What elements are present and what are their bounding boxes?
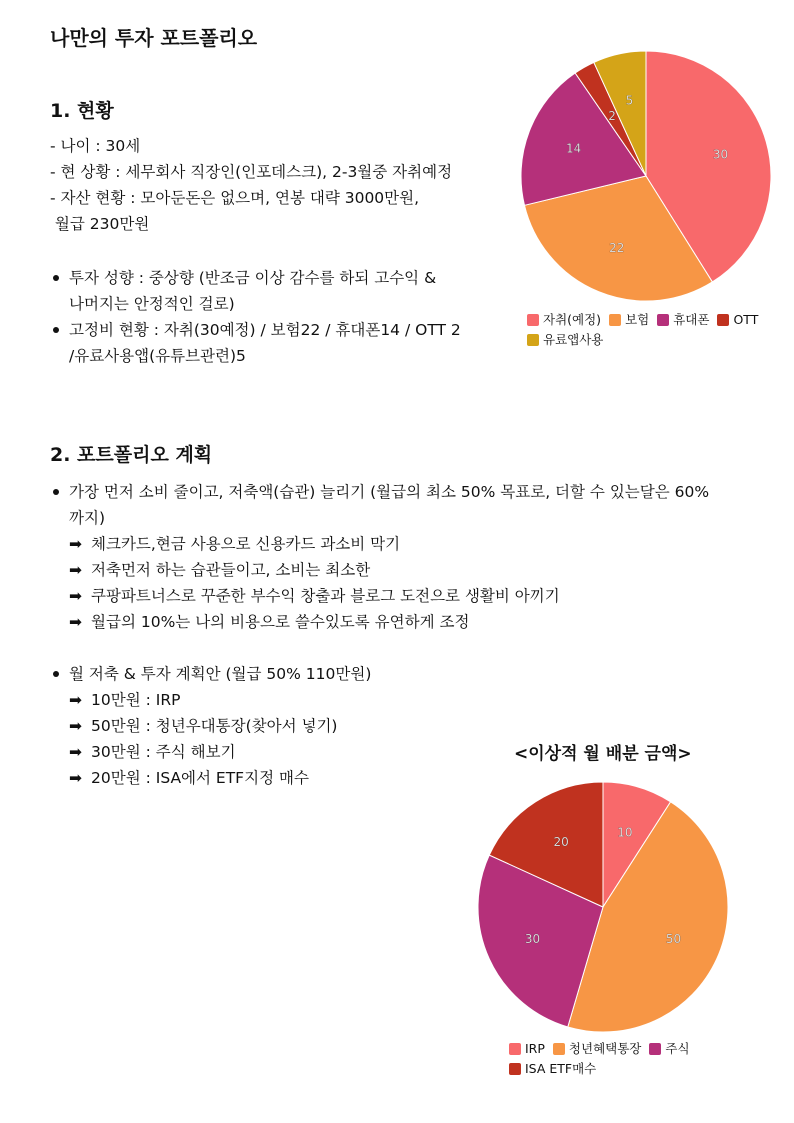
arrow-icon: ➡ bbox=[69, 769, 82, 787]
invest-style-line1: 투자 성향 : 중상향 (반조금 이상 감수를 하되 고수익 & bbox=[69, 269, 437, 287]
fixed-cost-legend bbox=[527, 310, 787, 350]
savings-goal-line1: 가장 먼저 소비 줄이고, 저축액(습관) 늘리기 (월급의 최소 50% 목표로, 더할 수 있는달은 60% bbox=[69, 483, 710, 501]
savings-goal-line2: 까지) bbox=[69, 509, 105, 527]
status-job: - 현 상황 : 세무회사 직장인(인포데스크), 2-3월중 자취예정 bbox=[50, 163, 453, 181]
bullet-dot bbox=[53, 489, 59, 495]
allocation-chart-title: <이상적 월 배분 금액> bbox=[514, 744, 692, 764]
bullet-dot bbox=[53, 327, 59, 333]
legend-label: 주식 bbox=[665, 1041, 690, 1056]
allocation-pie-chart bbox=[470, 776, 740, 1038]
pie-data-label: 20 bbox=[553, 834, 569, 849]
pie-data-label: 30 bbox=[524, 932, 541, 947]
legend-item bbox=[649, 1039, 689, 1059]
fixed-cost-line2: /유료사용앱(유튜브관련)5 bbox=[69, 347, 246, 365]
legend-swatch bbox=[509, 1063, 521, 1075]
legend-label: IRP bbox=[525, 1041, 545, 1056]
arrow-icon: ➡ bbox=[69, 561, 82, 579]
pie-data-label: 10 bbox=[617, 825, 633, 840]
pie-data-label: 50 bbox=[665, 932, 682, 947]
monthly-plan-line: 월 저축 & 투자 계획안 (월급 50% 110만원) bbox=[69, 665, 372, 683]
arrow-icon: ➡ bbox=[69, 743, 82, 761]
allocation-legend bbox=[509, 1039, 749, 1079]
legend-swatch bbox=[553, 1043, 565, 1055]
arrow-icon: ➡ bbox=[69, 717, 82, 735]
legend-swatch bbox=[509, 1043, 521, 1055]
allocation-item-3: ➡ 30만원 : 주식 해보기 bbox=[69, 739, 236, 765]
pie-data-label: 2 bbox=[608, 109, 616, 124]
fixed-cost-line1: 고정비 현황 : 자취(30예정) / 보험22 / 휴대폰14 / OTT 2 bbox=[69, 321, 461, 339]
legend-item bbox=[527, 330, 603, 350]
invest-style-line2: 나머지는 안정적인 걸로) bbox=[69, 295, 235, 313]
legend-label: 청년혜택통장 bbox=[568, 1041, 642, 1056]
plan-item-3: ➡ 쿠팡파트너스로 꾸준한 부수익 창출과 블로그 도전으로 생활비 아끼기 bbox=[69, 583, 560, 609]
pie-data-label: 14 bbox=[565, 141, 582, 156]
plan-item-1: ➡ 체크카드,현금 사용으로 신용카드 과소비 막기 bbox=[69, 531, 400, 557]
legend-swatch bbox=[649, 1043, 661, 1055]
legend-swatch bbox=[657, 314, 669, 326]
allocation-item-1: ➡ 10만원 : IRP bbox=[69, 687, 180, 713]
pie-data-label: 30 bbox=[712, 147, 729, 162]
status-age: - 나이 : 30세 bbox=[50, 137, 141, 155]
legend-label: ISA ETF매수 bbox=[525, 1061, 597, 1076]
legend-item bbox=[717, 310, 758, 330]
page-title: 나만의 투자 포트폴리오 bbox=[50, 26, 258, 50]
legend-item bbox=[509, 1059, 596, 1079]
legend-label: 유료앱사용 bbox=[543, 332, 604, 347]
legend-swatch bbox=[527, 334, 539, 346]
legend-swatch bbox=[527, 314, 539, 326]
status-salary: 월급 230만원 bbox=[50, 215, 150, 233]
arrow-icon: ➡ bbox=[69, 613, 82, 631]
section1-heading: 1. 현황 bbox=[50, 100, 114, 122]
legend-label: 휴대폰 bbox=[673, 312, 710, 327]
section2-heading: 2. 포트폴리오 계획 bbox=[50, 444, 213, 466]
arrow-icon: ➡ bbox=[69, 691, 82, 709]
legend-item bbox=[609, 310, 649, 330]
legend-item bbox=[553, 1039, 641, 1059]
legend-label: 자취(예정) bbox=[543, 312, 602, 327]
status-assets: - 자산 현황 : 모아둔돈은 없으며, 연봉 대략 3000만원, bbox=[50, 189, 420, 207]
legend-swatch bbox=[609, 314, 621, 326]
plan-item-2: ➡ 저축먼저 하는 습관들이고, 소비는 최소한 bbox=[69, 557, 370, 583]
plan-item-4: ➡ 월급의 10%는 나의 비용으로 쓸수있도록 유연하게 조정 bbox=[69, 609, 469, 635]
legend-item bbox=[657, 310, 709, 330]
arrow-icon: ➡ bbox=[69, 587, 82, 605]
bullet-dot bbox=[53, 671, 59, 677]
allocation-item-4: ➡ 20만원 : ISA에서 ETF지정 매수 bbox=[69, 765, 309, 791]
legend-item bbox=[527, 310, 601, 330]
arrow-icon: ➡ bbox=[69, 535, 82, 553]
pie-data-label: 22 bbox=[609, 240, 625, 255]
legend-swatch bbox=[717, 314, 729, 326]
allocation-item-2: ➡ 50만원 : 청년우대통장(찾아서 넣기) bbox=[69, 713, 337, 739]
legend-label: OTT bbox=[733, 312, 759, 327]
pie-data-label: 5 bbox=[625, 93, 634, 108]
legend-label: 보험 bbox=[625, 312, 650, 327]
bullet-dot bbox=[53, 275, 59, 281]
fixed-cost-pie-chart bbox=[500, 40, 790, 310]
legend-item bbox=[509, 1039, 545, 1059]
